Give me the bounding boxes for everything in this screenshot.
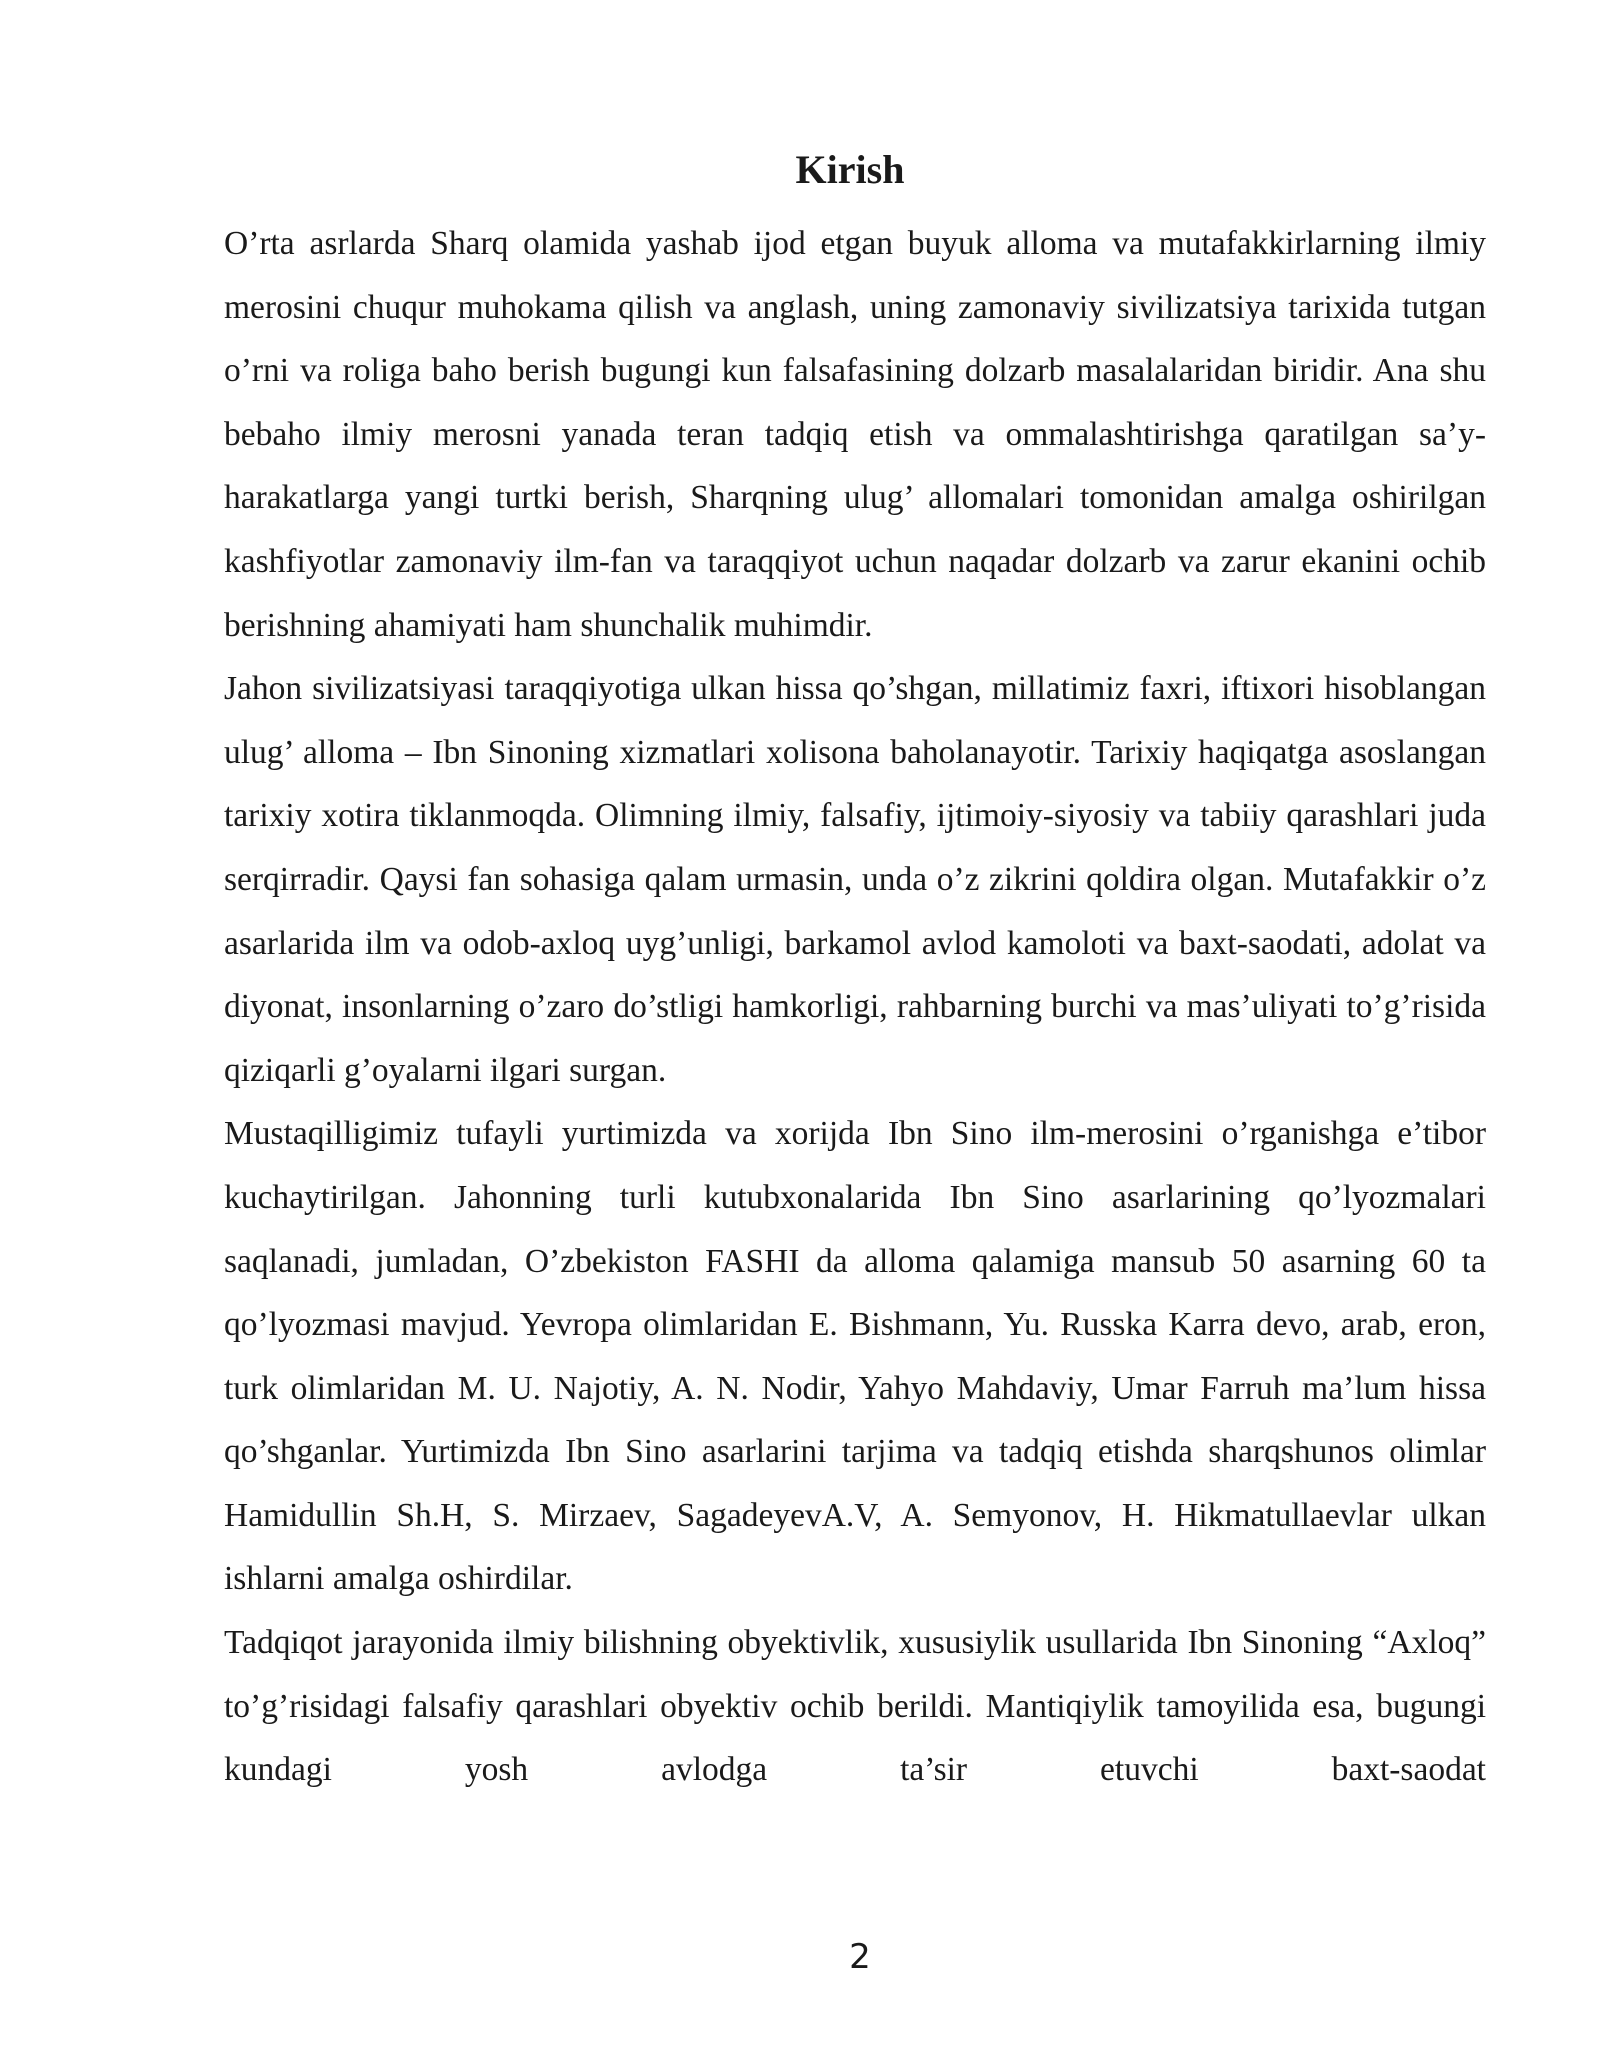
page-number: 2 bbox=[849, 1937, 871, 1977]
page-title: Kirish bbox=[795, 147, 905, 192]
body-text bbox=[224, 212, 1486, 1802]
paragraph-ibn-sino-legacy: Jahon sivilizatsiyasi taraqqiyotiga ulkan hissa qo’shgan, millatimiz faxri, iftixori hisoblangan ulug’ alloma – Ibn Sinoning xizmatlari xolisona baholanayotir. Tarixiy haqiqatga asoslangan tarixiy xotira tiklanmoqda. Olimning ilmiy, falsafiy, ijtimoiy-siyosiy va tabiiy qarashlari juda serqirradir. Qaysi fan sohasiga qalam urmasin, unda o’z zikrini qoldira olgan. Mutafakkir o’z asarlarida ilm va odob-axloq uyg’unligi, barkamol avlod kamoloti va baxt-saodati, adolat va diyonat, insonlarning o’zaro do’stligi hamkorligi, rahbarning burchi va mas’uliyati to’g’risida qiziqarli g’oyalarni ilgari surgan. bbox=[224, 670, 1486, 1089]
paragraph-intro: O’rta asrlarda Sharq olamida yashab ijod etgan buyuk alloma va mutafakkirlarning ilmiy merosini chuqur muhokama qilish va anglash, uning zamonaviy sivilizatsiya tarixida tutgan o’rni va roliga baho berish bugungi kun falsafasining dolzarb masalalaridan biridir. Ana shu bebaho ilmiy merosni yanada teran tadqiq etish va ommalashtirishga qaratilgan sa’y-harakatlarga yangi turtki berish, Sharqning ulug’ allomalari tomonidan amalga oshirilgan kashfiyotlar zamonaviy ilm-fan va taraqqiyot uchun naqadar dolzarb va zarur ekanini ochib berishning ahamiyati ham shunchalik muhimdir. bbox=[224, 225, 1486, 644]
paragraph-manuscripts: Mustaqilligimiz tufayli yurtimizda va xorijda Ibn Sino ilm-merosini o’rganishga e’tibor kuchaytirilgan. Jahonning turli kutubxonalarida Ibn Sino asarlarining qo’lyozmalari saqlanadi, jumladan, O’zbekiston FASHI da alloma qalamiga mansub 50 asarning 60 ta qo’lyozmasi mavjud. Yevropa olimlaridan E. Bishmann, Yu. Russka Karra devo, arab, eron, turk olimlaridan M. U. Najotiy, A. N. Nodir, Yahyo Mahdaviy, Umar Farruh ma’lum hissa qo’shganlar. Yurtimizda Ibn Sino asarlarini tarjima va tadqiq etishda sharqshunos olimlar Hamidullin Sh.H, S. Mirzaev, SagadeyevA.V, A. Semyonov, H. Hikmatullaevlar ulkan ishlarni amalga oshirdilar. bbox=[224, 1115, 1486, 1598]
paragraph-research-methods: Tadqiqot jarayonida ilmiy bilishning obyektivlik, xususiylik usullarida Ibn Sinoning “Axloq” to’g’risidagi falsafiy qarashlari obyektiv ochib berildi. Mantiqiylik tamoyilida esa, bugungi kundagi yosh avlodga ta’sir etuvchi baxt-saodat bbox=[224, 1624, 1486, 1789]
